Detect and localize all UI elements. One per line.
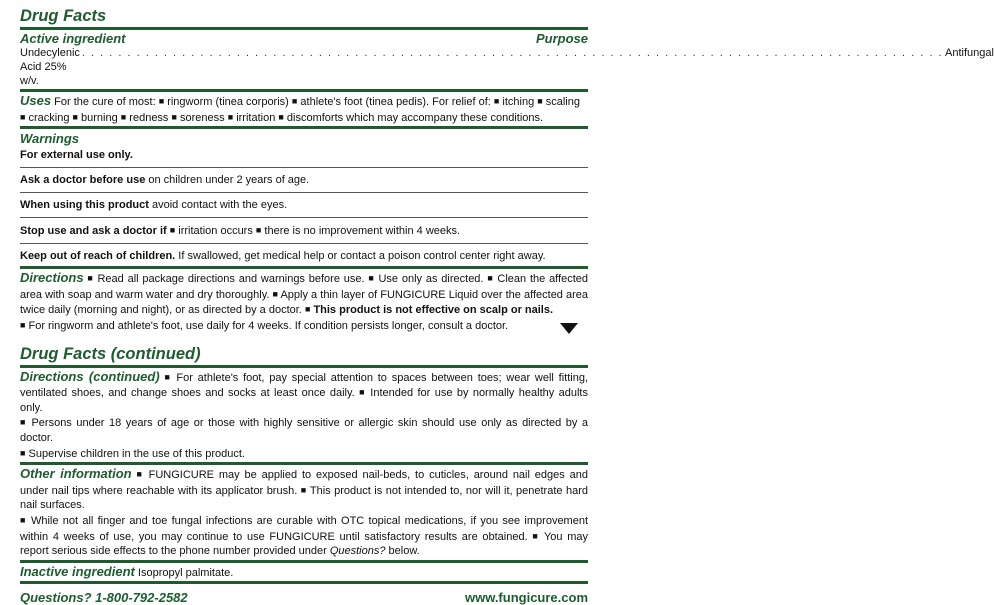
use-item: cracking (28, 111, 70, 124)
directions-section (20, 271, 588, 333)
direction-item: Intended for use by normally healthy adults only. (20, 387, 588, 414)
direction-item-bold: This product is not effective on scalp or nails. (313, 304, 554, 317)
drug-facts-panel (20, 6, 994, 605)
bullet: ■ (537, 96, 543, 106)
divider (20, 462, 588, 465)
inactive-ingredient-section (20, 565, 588, 581)
bullet: ■ (487, 273, 494, 284)
active-ingredient-name: Undecylenic Acid 25% w/v. (20, 47, 80, 87)
warning-when-text: avoid contact with the eyes. (148, 199, 288, 212)
bullet: ■ (278, 111, 284, 122)
bullet: ■ (72, 111, 78, 122)
bullet: ■ (291, 96, 298, 106)
other-information-section (20, 467, 588, 559)
bullet: ■ (164, 371, 172, 382)
other-item: This product is not intended to, nor will it, penetrate hard nail surfaces. (20, 484, 588, 512)
divider (20, 89, 588, 92)
drug-facts-title: Drug Facts (20, 7, 107, 25)
warning-keep-out (20, 247, 588, 265)
divider (20, 217, 588, 218)
active-purpose-headings (20, 32, 588, 46)
direction-item: Supervise children in the use of this product. (28, 447, 245, 460)
directions-heading: Directions (20, 270, 84, 286)
spacer (20, 334, 588, 344)
uses-intro: For the cure of most: (54, 96, 156, 108)
divider (20, 560, 588, 563)
bullet: ■ (120, 111, 127, 122)
use-item: athlete's foot (tinea pedis). For relief of: (300, 96, 491, 108)
website-link[interactable]: www.fungicure.com (464, 590, 588, 605)
bullet: ■ (171, 111, 177, 122)
warning-ask-doctor (20, 171, 588, 189)
questions-ref: Questions? (329, 545, 386, 558)
bullet: ■ (304, 304, 311, 315)
bullet: ■ (368, 273, 375, 284)
active-ingredient-row (20, 46, 994, 88)
bullet: ■ (136, 469, 144, 480)
direction-item: Clean the affected area with soap and warm water and dry thoroughly. (20, 273, 589, 301)
warning-keep-text: If swallowed, get medical help or contact a poison control center right away. (175, 250, 546, 263)
use-item: redness (129, 111, 169, 124)
warning-external (20, 146, 588, 164)
bullet: ■ (20, 514, 27, 525)
use-item: irritation (236, 111, 276, 124)
footer (20, 590, 588, 605)
direction-item: Apply a thin layer of FUNGICURE Liquid over the affected area twice daily (morning and night), or as directed by a doctor. (20, 288, 589, 317)
warnings-heading: Warnings (20, 131, 79, 147)
divider (20, 126, 588, 129)
inactive-ingredient-heading: Inactive ingredient (20, 563, 135, 579)
divider (20, 167, 588, 168)
warning-stop-item: there is no improvement within 4 weeks. (264, 225, 461, 238)
bullet: ■ (158, 96, 165, 106)
bullet: ■ (20, 417, 27, 428)
other-item: You may report serious side effects to the phone number provided under (20, 530, 589, 558)
bullet: ■ (532, 530, 540, 541)
divider (20, 27, 588, 30)
bullet: ■ (359, 387, 366, 398)
bullet: ■ (20, 111, 26, 122)
drug-facts-continued-title: Drug Facts (continued) (20, 344, 201, 363)
leader-dots: . . . . . . . . . . . . . . . . . . . . . . . . . . . . . . . . . . . . . . . . . . . . . . . . . . . . . . . . . . . . . . . . . . . . . . . . . . . . . . . . . . . . . . . . . . . . . . . (81, 47, 944, 59)
direction-item: Use only as directed. (378, 273, 484, 286)
warning-stop-bold: Stop use and ask a doctor if (20, 225, 167, 238)
use-item: itching (502, 96, 535, 108)
direction-item: Read all package directions and warnings before use. (97, 273, 365, 286)
other-item-end: below. (385, 545, 420, 558)
direction-item: For ringworm and athlete's foot, use daily for 4 weeks. If condition persists longer, consult a doctor. (28, 319, 509, 332)
other-item: While not all finger and toe fungal infections are curable with OTC topical medications, if you see improvement within 4 weeks of use, you may continue to use FUNGICURE until satisfactory results are obtained. (20, 514, 589, 543)
uses-heading: Uses (20, 93, 52, 108)
questions-phone[interactable]: Questions? 1-800-792-2582 (20, 590, 188, 605)
use-item: scaling (545, 96, 580, 108)
warning-when-bold: When using this product (20, 199, 149, 212)
bullet: ■ (272, 288, 278, 299)
divider (20, 581, 588, 584)
warning-ask-bold: Ask a doctor before use (20, 174, 146, 187)
active-ingredient-heading: Active ingredient (20, 31, 126, 46)
divider (20, 365, 588, 368)
bullet: ■ (227, 111, 234, 122)
bullet: ■ (20, 319, 26, 330)
divider (20, 192, 588, 193)
directions-continued-heading: Directions (continued) (20, 368, 160, 384)
warning-stop-use (20, 221, 588, 240)
use-item: soreness (180, 111, 225, 124)
divider (20, 243, 588, 244)
use-item: discomforts which may accompany these conditions. (286, 111, 544, 124)
bullet: ■ (169, 225, 176, 236)
warning-external-text: For external use only. (20, 149, 133, 162)
uses-section (20, 94, 588, 125)
warning-when-using (20, 196, 588, 214)
use-item: ringworm (tinea corporis) (167, 96, 289, 108)
directions-continued-section (20, 370, 588, 462)
other-information-heading: Other information (20, 466, 132, 482)
bullet: ■ (87, 273, 94, 284)
bullet: ■ (300, 484, 307, 495)
divider (20, 266, 588, 269)
bullet: ■ (255, 225, 262, 236)
other-item: FUNGICURE may be applied to exposed nail-beds, to cuticles, around nail edges and under nail tips where reachable with its applicator brush. (20, 469, 589, 497)
purpose-value: Antifungal (945, 47, 994, 59)
continue-arrow-icon (560, 323, 578, 334)
direction-item: Persons under 18 years of age or those with highly sensitive or allergic skin should use only as directed by a doctor. (20, 417, 588, 444)
direction-item: For athlete's foot, pay special attention to spaces between toes; wear well fitting, ventilated shoes, and change shoes and socks at least once daily. (20, 371, 588, 400)
inactive-ingredient-text: Isopropyl palmitate. (134, 566, 234, 579)
use-item: burning (81, 111, 118, 124)
warning-keep-bold: Keep out of reach of children. (20, 250, 176, 263)
bullet: ■ (493, 96, 500, 106)
purpose-heading: Purpose (535, 31, 588, 46)
bullet: ■ (20, 447, 26, 458)
warning-ask-text: on children under 2 years of age. (145, 174, 310, 187)
warning-stop-item: irritation occurs (178, 225, 253, 238)
